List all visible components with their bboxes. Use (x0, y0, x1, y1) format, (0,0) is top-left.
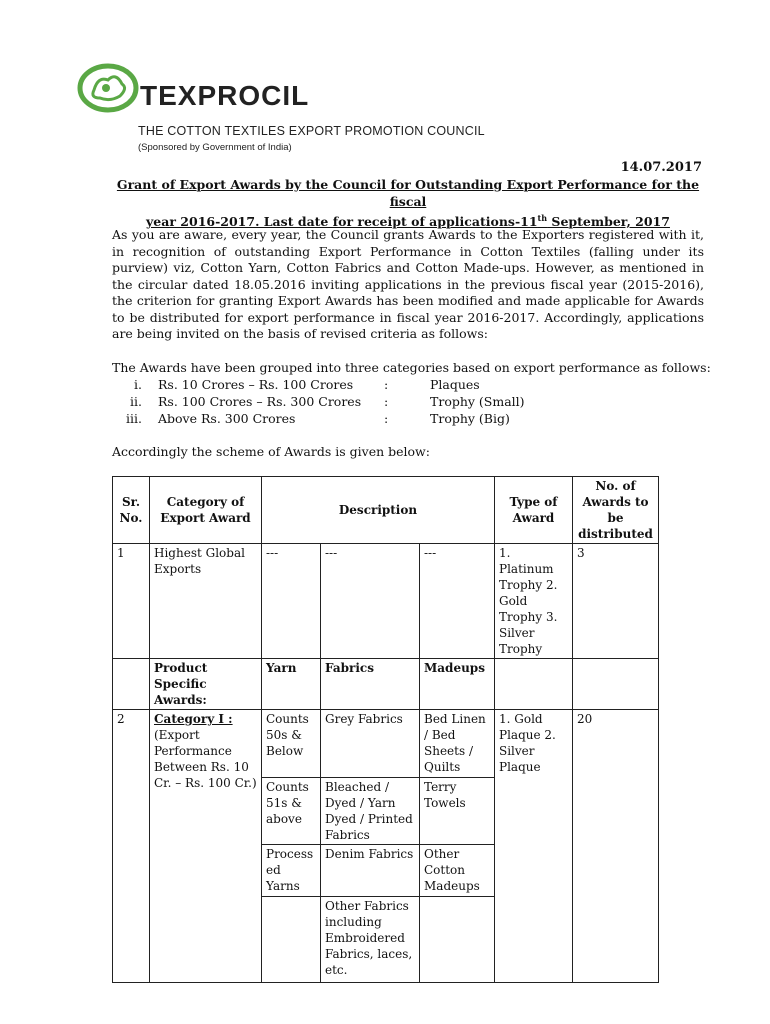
group-number: iii. (126, 411, 142, 426)
group-row (112, 377, 672, 394)
logo-sponsor: (Sponsored by Government of India) (138, 142, 292, 153)
group-range: Above Rs. 300 Crores (158, 411, 296, 426)
cell-fabrics: Denim Fabrics (321, 845, 420, 897)
cell-category: Highest Global Exports (150, 544, 262, 659)
header-count: No. of Awards to be distributed (573, 477, 659, 544)
heading-line-2-sup: th (537, 213, 548, 223)
category-title: Category I : (154, 712, 233, 726)
table-header-row (113, 477, 659, 544)
cell-fabrics-header: Fabrics (321, 659, 420, 710)
cell-sr: 2 (113, 710, 150, 983)
cell-desc-3: --- (420, 544, 495, 659)
cell-desc-1: --- (262, 544, 321, 659)
cell-yarn-header: Yarn (262, 659, 321, 710)
cell-type (495, 659, 573, 710)
cell-yarn: Counts 50s & Below (262, 710, 321, 778)
group-award: Trophy (Small) (430, 394, 525, 409)
cell-desc-2: --- (321, 544, 420, 659)
group-colon: : (384, 394, 389, 409)
cell-madeups: Terry Towels (420, 778, 495, 845)
cell-yarn: Counts 51s & above (262, 778, 321, 845)
group-number: ii. (130, 394, 142, 409)
intro-paragraph: As you are aware, every year, the Council grants Awards to the Exporters registered with it, in recognition of outstanding Export Performance in Cotton Textiles (falling under its purview) viz, Cotton Yarn, Cotton Fabrics and Cotton Made-ups. However, as mentioned in the circular dated 18.05.2016 inviting applications in the previous fiscal year (2015-2016), the criterion for granting Export Awards has been modified and made applicable for Awards to be distributed for export performance in fiscal year 2016-2017. Accordingly, applications are being invited on the basis of revised criteria as follows: (112, 227, 704, 341)
document-date: 14.07.2017 (620, 160, 702, 175)
group-colon: : (384, 377, 389, 392)
table-row (113, 710, 659, 778)
group-award: Plaques (430, 377, 480, 392)
cell-madeups: Other Cotton Madeups (420, 845, 495, 897)
header-sr: Sr. No. (113, 477, 150, 544)
header-category: Category of Export Award (150, 477, 262, 544)
header-description: Description (262, 477, 495, 544)
cell-madeups (420, 897, 495, 983)
cell-fabrics: Bleached / Dyed / Yarn Dyed / Printed Fabrics (321, 778, 420, 845)
cell-madeups-header: Madeups (420, 659, 495, 710)
document-heading (112, 177, 704, 231)
cell-fabrics: Grey Fabrics (321, 710, 420, 778)
cell-yarn (262, 897, 321, 983)
cell-category (150, 710, 262, 983)
cell-fabrics: Other Fabrics including Embroidered Fabrics, laces, etc. (321, 897, 420, 983)
heading-line-2-pre: year 2016-2017. Last date for receipt of applications-11 (146, 214, 538, 230)
texprocil-logo (76, 58, 536, 158)
cell-product-specific: Product Specific Awards: (150, 659, 262, 710)
cell-type: 1. Gold Plaque 2. Silver Plaque (495, 710, 573, 983)
group-range: Rs. 10 Crores – Rs. 100 Crores (158, 377, 354, 392)
group-award: Trophy (Big) (430, 411, 510, 426)
group-colon: : (384, 411, 389, 426)
cell-sr: 1 (113, 544, 150, 659)
category-desc: (Export Performance Between Rs. 10 Cr. – Rs. 100 Cr.) (154, 728, 257, 790)
logo-name: TEXPROCIL (140, 80, 310, 111)
heading-line-1: Grant of Export Awards by the Council for Outstanding Export Performance for the fiscal (116, 177, 700, 209)
groups-intro: The Awards have been grouped into three categories based on export performance as follows: (112, 360, 711, 375)
group-row (112, 394, 672, 411)
scheme-intro: Accordingly the scheme of Awards is given below: (112, 444, 430, 459)
logo-subtitle: THE COTTON TEXTILES EXPORT PROMOTION COUNCIL (138, 124, 485, 138)
group-number: i. (134, 377, 142, 392)
cell-sr (113, 659, 150, 710)
table-row (113, 544, 659, 659)
cell-count: 20 (573, 710, 659, 983)
cell-madeups: Bed Linen / Bed Sheets / Quilts (420, 710, 495, 778)
cotton-flower-icon (76, 58, 140, 122)
awards-table (112, 476, 659, 983)
header-type: Type of Award (495, 477, 573, 544)
cell-type: 1. Platinum Trophy 2. Gold Trophy 3. Silver Trophy (495, 544, 573, 659)
table-subheader-row (113, 659, 659, 710)
cell-yarn: Process ed Yarns (262, 845, 321, 897)
group-range: Rs. 100 Crores – Rs. 300 Crores (158, 394, 362, 409)
cell-count (573, 659, 659, 710)
group-row (112, 411, 672, 428)
heading-line-2-post: September, 2017 (547, 214, 670, 230)
cell-count: 3 (573, 544, 659, 659)
